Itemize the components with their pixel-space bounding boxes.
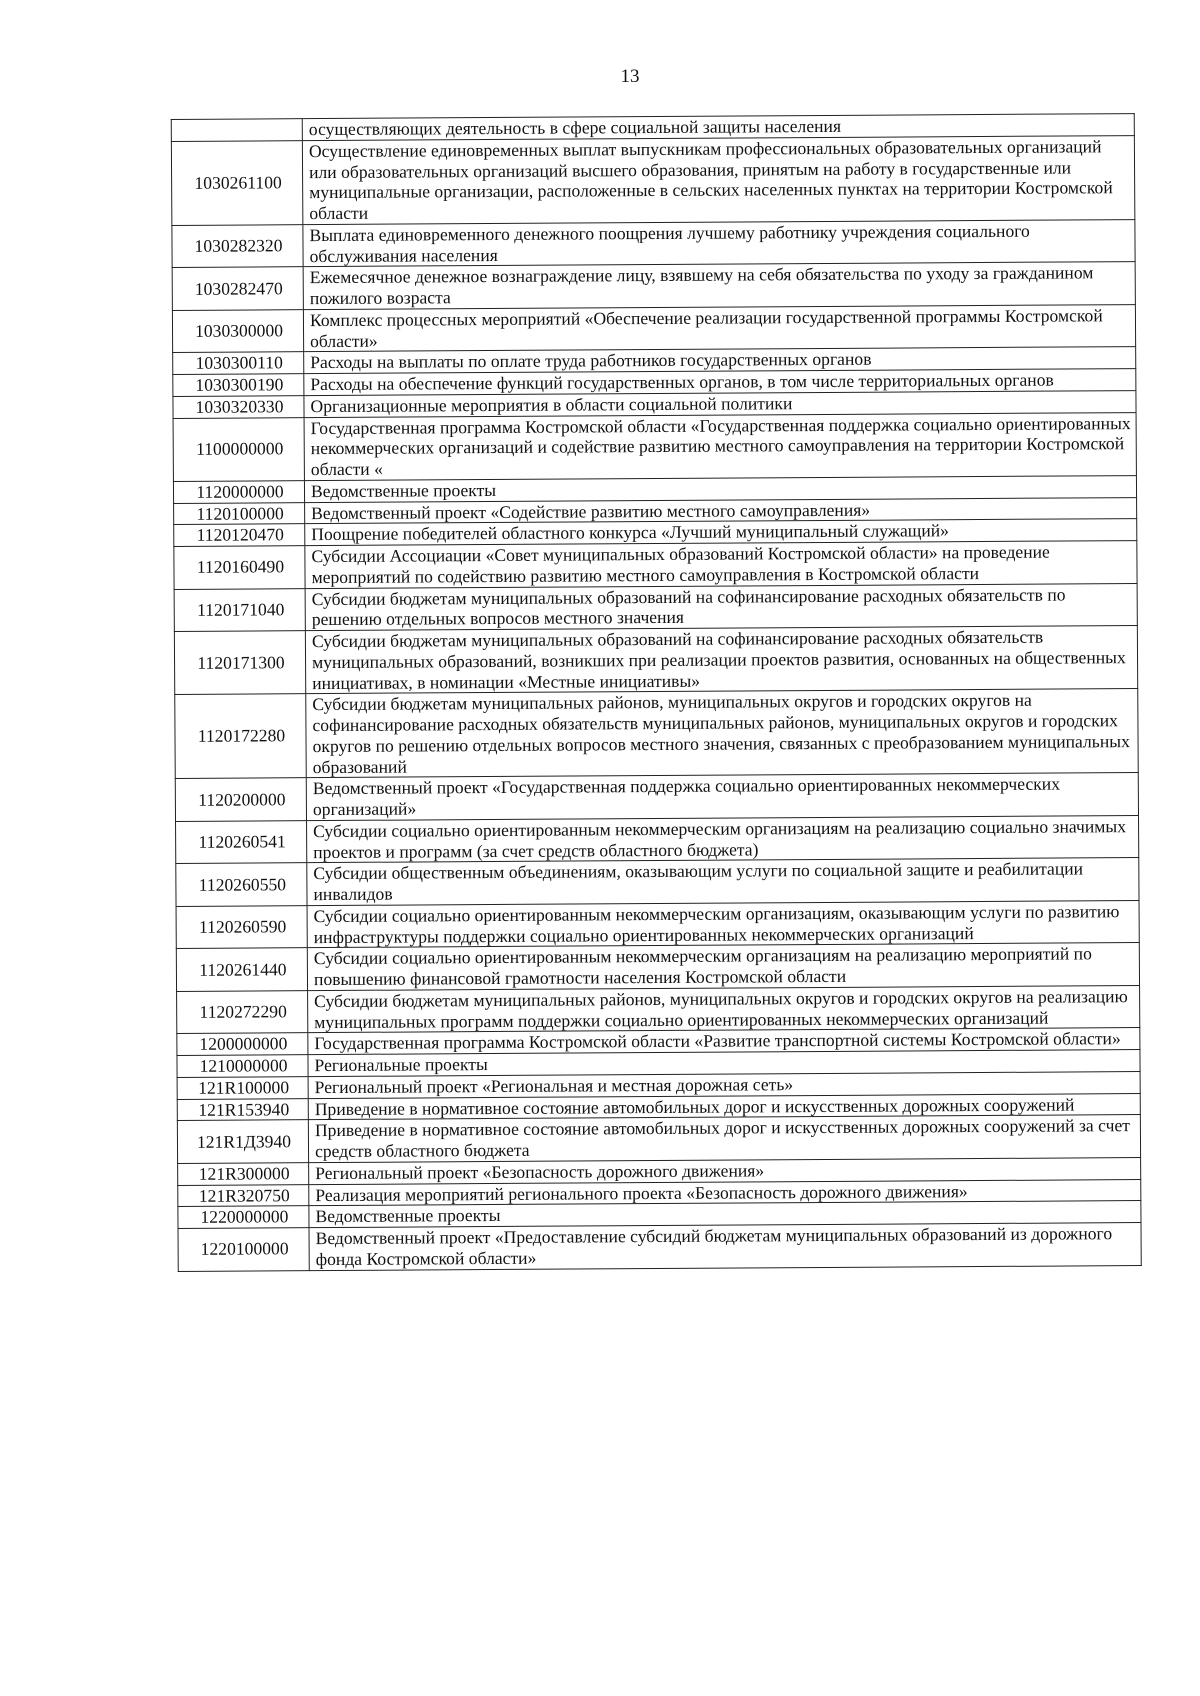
row-code: 1120260541: [176, 820, 307, 863]
row-description: Субсидии социально ориентированным некоммерческим организациям на реализацию социально значимых проектов и программ (за счет средств областного бюджета): [307, 815, 1139, 863]
row-description: Реализация мероприятий регионального проекта «Безопасность дорожного движения»: [309, 1179, 1141, 1206]
row-description: Расходы на обеспечение функций государственных органов, в том числе территориальных органов: [304, 369, 1136, 396]
row-description: Ежемесячное денежное вознаграждение лицу, взявшему на себя обязательства по уходу за гражданином пожилого возраста: [303, 262, 1135, 310]
row-description: Региональный проект «Региональная и местная дорожная сеть»: [308, 1071, 1140, 1098]
row-code: 1030300000: [172, 309, 303, 352]
table-row: [174, 541, 1137, 589]
row-code: 1030300110: [173, 352, 304, 375]
row-code: 1120171300: [174, 631, 305, 695]
row-description: Региональные проекты: [308, 1050, 1140, 1077]
row-description: Субсидии бюджетам муниципальных районов, муниципальных округов и городских округов на софинансирование расходных обязательств муниципальных районов, муниципальных округов и городских округов по решению отдельных вопросов местного значения, связанных с преобразованием муниципальных образований: [306, 689, 1138, 778]
row-code: 1120172280: [175, 694, 307, 779]
row-code: 1120261440: [176, 948, 307, 991]
row-description: Субсидии социально ориентированным некоммерческим организациям, оказывающим услуги по развитию инфраструктуры поддержки социально ориентированных некоммерческих организаций: [307, 900, 1139, 948]
table-row: [174, 626, 1137, 695]
table-row: [176, 815, 1139, 863]
row-code: 1120160490: [174, 546, 305, 589]
row-description: Субсидии бюджетам муниципальных образований на софинансирование расходных обязательств муниципальных образований, возникших при реализации проектов развития, основанных на общественных инициативах, в номинации «Местные инициативы»: [305, 626, 1137, 694]
table-row: [178, 1223, 1141, 1271]
table-row: [172, 304, 1135, 352]
row-code: 1120000000: [173, 480, 304, 503]
row-description: Ведомственный проект «Государственная поддержка социально ориентированных некоммерческих организаций»: [306, 773, 1138, 821]
row-code: 1220100000: [178, 1228, 309, 1271]
row-code: 1220000000: [178, 1206, 309, 1229]
table-row: [177, 1115, 1140, 1163]
table-row: [175, 689, 1138, 779]
table-row: [177, 985, 1140, 1033]
row-code: 1120200000: [175, 778, 306, 821]
row-code: 1030300190: [173, 374, 304, 397]
row-description: Ведомственный проект «Содействие развитию местного самоуправления»: [305, 497, 1137, 524]
row-code: 1030320330: [173, 395, 304, 418]
row-description: Расходы на выплаты по оплате труда работников государственных органов: [304, 347, 1136, 374]
row-code: [171, 119, 302, 142]
row-description: Осуществление единовременных выплат выпускникам профессиональных образовательных организаций или образовательных организаций высшего образования, принятым на работу в государственные или муниципальные организации, расположенные в сельских населенных пунктах на территории Костромской области: [302, 135, 1134, 224]
row-code: 1120272290: [177, 990, 308, 1033]
row-description: Ведомственные проекты: [304, 475, 1136, 502]
row-code: 1120171040: [174, 588, 305, 631]
row-description: Комплекс процессных мероприятий «Обеспечение реализации государственной программы Костромской области»: [303, 304, 1135, 352]
row-description: Организационные мероприятия в области социальной политики: [304, 390, 1136, 417]
table-row: [174, 583, 1137, 631]
table-row: [175, 773, 1138, 821]
row-code: 1030282470: [172, 267, 303, 310]
row-code: 1120100000: [174, 502, 305, 525]
row-description: осуществляющих деятельность в сфере социальной защиты населения: [302, 114, 1134, 141]
table-body: [171, 114, 1141, 1271]
row-description: Приведение в нормативное состояние автомобильных дорог и искусственных дорожных сооружений за счет средств областного бюджета: [308, 1115, 1140, 1163]
row-code: 1210000000: [177, 1055, 308, 1078]
row-code: 121R1Д3940: [177, 1120, 308, 1163]
table-row: [173, 412, 1136, 481]
row-description: Поощрение победителей областного конкурса «Лучший муниципальный служащий»: [305, 519, 1137, 546]
row-description: Государственная программа Костромской области «Государственная поддержка социально ориентированных некоммерческих организаций и содействие развитию местного самоуправления на территории Костромской области «: [304, 412, 1136, 480]
row-code: 1120120470: [174, 524, 305, 547]
row-code: 1030261100: [171, 140, 303, 225]
table-row: [176, 858, 1139, 906]
table-row: [172, 219, 1135, 267]
row-code: 121R320750: [178, 1184, 309, 1207]
row-code: 121R100000: [177, 1076, 308, 1099]
table-row: [176, 900, 1139, 948]
page-number: 13: [620, 66, 640, 87]
row-code: 1100000000: [173, 417, 304, 481]
row-code: 1120260590: [176, 905, 307, 948]
row-description: Ведомственный проект «Предоставление субсидий бюджетам муниципальных образований из дорожного фонда Костромской области»: [309, 1223, 1141, 1271]
row-description: Приведение в нормативное состояние автомобильных дорог и искусственных дорожных сооружений: [308, 1093, 1140, 1120]
row-code: 121R300000: [178, 1162, 309, 1185]
row-code: 1030282320: [172, 224, 303, 267]
row-code: 1120260550: [176, 863, 307, 906]
budget-code-table: [171, 113, 1142, 1271]
row-description: Субсидии социально ориентированным некоммерческим организациям на реализацию мероприятий по повышению финансовой грамотности населения Костромской области: [307, 943, 1139, 991]
row-description: Субсидии Ассоциации «Совет муниципальных образований Костромской области» на проведение мероприятий по содействию развитию местного самоуправления в Костромской области: [305, 541, 1137, 589]
row-description: Ведомственные проекты: [309, 1201, 1141, 1228]
row-description: Государственная программа Костромской области «Развитие транспортной системы Костромской области»: [308, 1028, 1140, 1055]
table-row: [176, 943, 1139, 991]
row-description: Субсидии бюджетам муниципальных образований на софинансирование расходных обязательств по решению отдельных вопросов местного значения: [305, 583, 1137, 631]
row-code: 1200000000: [177, 1033, 308, 1056]
table-row: [171, 135, 1134, 225]
row-description: Региональный проект «Безопасность дорожного движения»: [309, 1157, 1141, 1184]
table-row: [172, 262, 1135, 310]
row-description: Субсидии общественным объединениям, оказывающим услуги по социальной защите и реабилитации инвалидов: [307, 858, 1139, 906]
row-description: Выплата единовременного денежного поощрения лучшему работнику учреждения социального обслуживания населения: [303, 219, 1135, 267]
row-code: 121R153940: [177, 1098, 308, 1121]
row-description: Субсидии бюджетам муниципальных районов, муниципальных округов и городских округов на реализацию муниципальных программ поддержки социально ориентированных некоммерческих организаций: [308, 985, 1140, 1033]
